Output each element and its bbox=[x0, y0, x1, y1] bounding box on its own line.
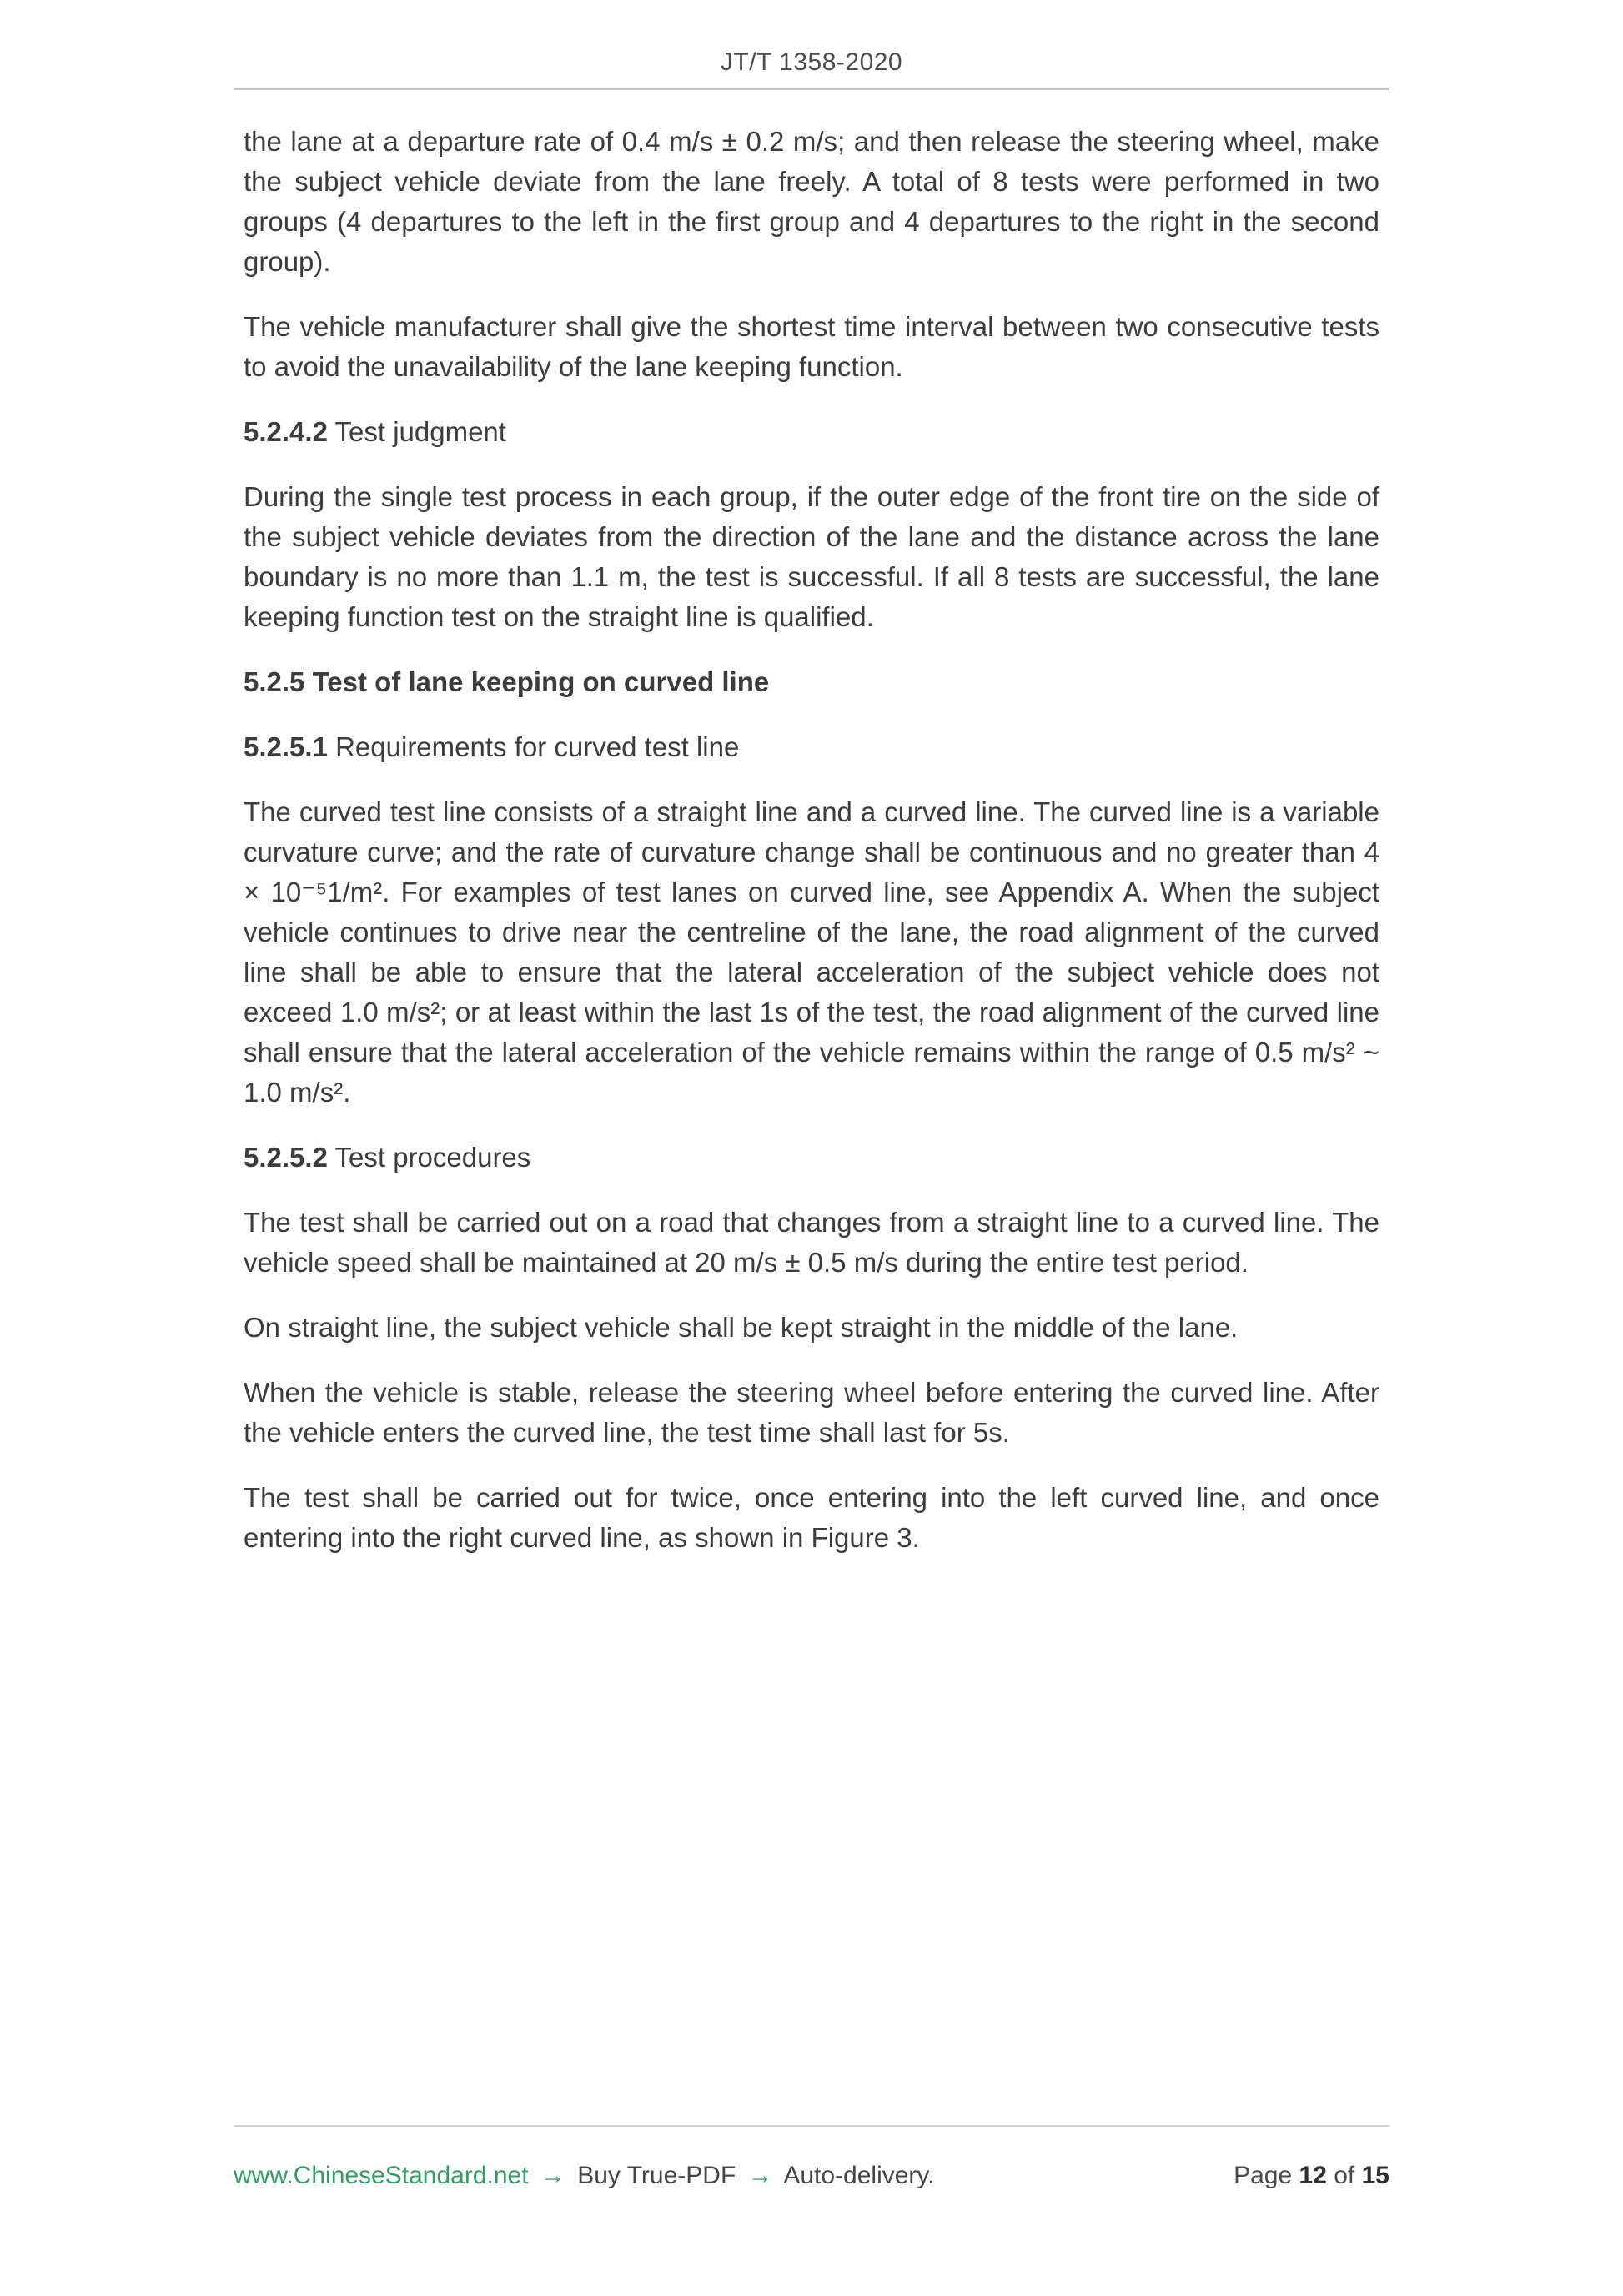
standard-number: JT/T 1358-2020 bbox=[720, 48, 903, 76]
footer-divider bbox=[234, 2125, 1389, 2127]
heading-5-2-5-1-number: 5.2.5.1 bbox=[244, 731, 328, 762]
delivery-label: Auto-delivery. bbox=[783, 2162, 935, 2189]
heading-5-2-5-1-title: Requirements for curved test line bbox=[335, 731, 740, 762]
heading-5-2-5-2-title: Test procedures bbox=[334, 1142, 531, 1173]
of-label: of bbox=[1334, 2162, 1355, 2189]
paragraph-release-wheel: When the vehicle is stable, release the steering wheel before entering the curved line. After the vehicle enters the curved line, the test time shall last for 5s. bbox=[244, 1377, 1379, 1448]
paragraph-test-judgment: During the single test process in each group, if the outer edge of the front tire on the side of the subject vehicle deviates from the direction of the lane and the distance across the lane boundary is no more than 1.1 m, the test is successful. If all 8 tests are successful, the lane keeping function test on the straight line is qualified. bbox=[244, 481, 1379, 632]
heading-5-2-5-2 bbox=[244, 1138, 1379, 1178]
page-footer bbox=[234, 2125, 1389, 2190]
document-content bbox=[244, 122, 1379, 1583]
page-indicator bbox=[1234, 2162, 1389, 2190]
page-current: 12 bbox=[1299, 2162, 1327, 2189]
arrow-icon: → bbox=[747, 2162, 773, 2189]
paragraph-manufacturer-interval: The vehicle manufacturer shall give the shortest time interval between two consecutive tests to avoid the unavailability of the lane keeping function. bbox=[244, 311, 1379, 382]
page-total: 15 bbox=[1361, 2162, 1389, 2189]
paragraph-straight-line: On straight line, the subject vehicle shall be kept straight in the middle of the lane. bbox=[244, 1312, 1239, 1343]
page-header bbox=[234, 48, 1389, 90]
buy-label: Buy True-PDF bbox=[577, 2162, 736, 2189]
heading-5-2-5: 5.2.5 Test of lane keeping on curved line bbox=[244, 666, 770, 697]
header-divider bbox=[234, 88, 1389, 90]
paragraph-curved-line-requirements: The curved test line consists of a straight line and a curved line. The curved line is a variable curvature curve; and the rate of curvature change shall be continuous and no greater than 4 × 10⁻⁵1/m². For examples of test lanes on curved line, see Appendix A. When the subject vehicle continues to drive near the centreline of the lane, the road alignment of the curved line shall be able to ensure that the lateral acceleration of the subject vehicle does not exceed 1.0 m/s²; or at least within the last 1s of the test, the road alignment of the curved line shall ensure that the lateral acceleration of the vehicle remains within the range of 0.5 m/s² ~ 1.0 m/s². bbox=[244, 796, 1379, 1108]
paragraph-lane-departure: the lane at a departure rate of 0.4 m/s ± 0.2 m/s; and then release the steering wheel, make the subject vehicle deviate from the lane freely. A total of 8 tests were performed in two groups (4 departures to the left in the first group and 4 departures to the right in the second group). bbox=[244, 126, 1379, 277]
page-label: Page bbox=[1234, 2162, 1293, 2189]
footer-promo bbox=[234, 2162, 935, 2190]
heading-5-2-5-2-number: 5.2.5.2 bbox=[244, 1142, 328, 1173]
heading-5-2-4-2-number: 5.2.4.2 bbox=[244, 416, 328, 447]
paragraph-test-road: The test shall be carried out on a road that changes from a straight line to a curved line. The vehicle speed shall be maintained at 20 m/s ± 0.5 m/s during the entire test period. bbox=[244, 1207, 1379, 1278]
heading-5-2-4-2-title: Test judgment bbox=[334, 416, 506, 447]
paragraph-test-twice: The test shall be carried out for twice, once entering into the left curved line, and once entering into the right curved line, as shown in Figure 3. bbox=[244, 1482, 1379, 1553]
heading-5-2-4-2 bbox=[244, 412, 1379, 452]
arrow-icon: → bbox=[540, 2162, 565, 2189]
site-link[interactable]: www.ChineseStandard.net bbox=[234, 2162, 529, 2189]
heading-5-2-5-1 bbox=[244, 727, 1379, 767]
